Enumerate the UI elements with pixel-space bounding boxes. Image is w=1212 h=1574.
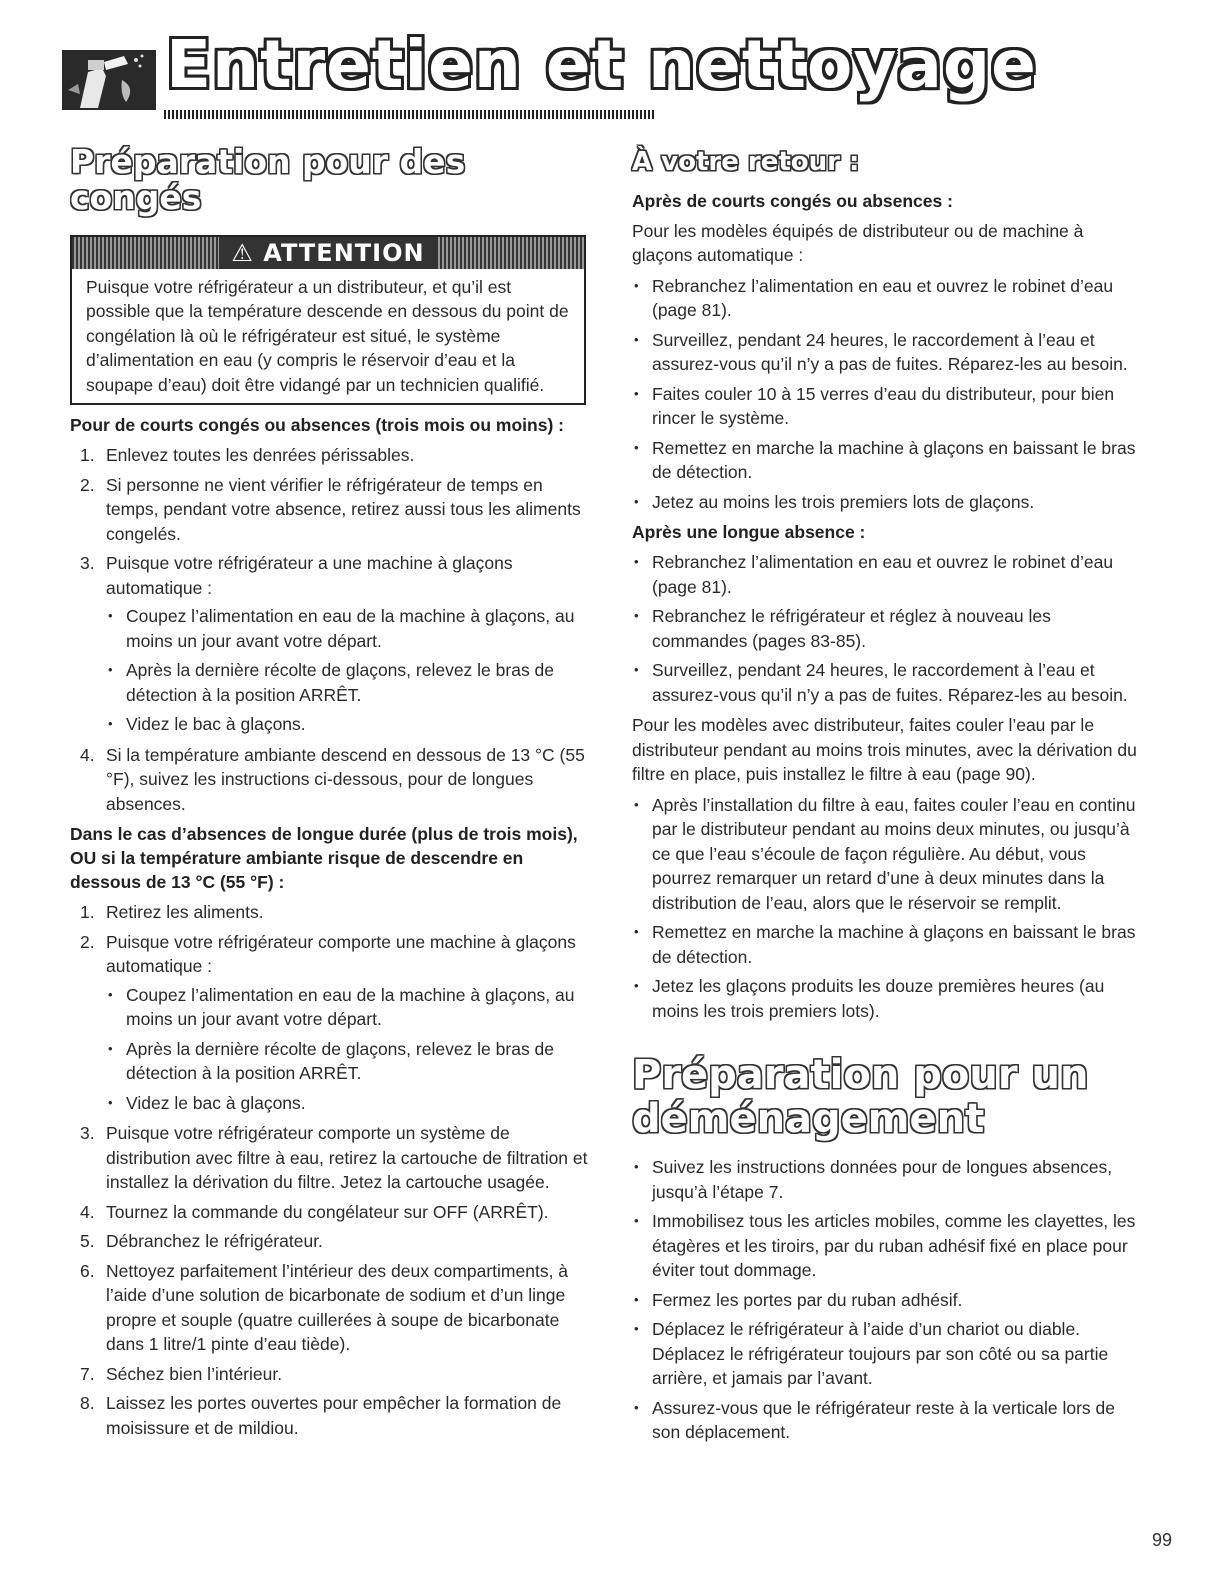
- bullet-item: • Remettez en marche la machine à glaçons en baissant le bras de détection.: [632, 436, 1142, 485]
- cleaning-spray-icon: [62, 50, 156, 110]
- list-item: [70, 473, 588, 547]
- step-number: 5.: [80, 1231, 95, 1252]
- step-number: 1.: [80, 445, 95, 466]
- attention-box: [70, 235, 586, 406]
- sub-bullets: [106, 983, 588, 1116]
- step-number: 2.: [80, 931, 95, 952]
- bullet-item: • Jetez au moins les trois premiers lots de glaçons.: [632, 490, 1142, 515]
- attention-label-text: ATTENTION: [263, 238, 425, 267]
- bullet-item: • Videz le bac à glaçons.: [106, 1091, 588, 1116]
- page-number: 99: [1152, 1530, 1173, 1550]
- header-rule: [164, 110, 654, 119]
- bullet-item: • Coupez l’alimentation en eau de la machine à glaçons, au moins un jour avant votre départ.: [106, 983, 588, 1032]
- step-number: 6.: [80, 1260, 95, 1281]
- long-absence-steps: [70, 900, 588, 1440]
- step-text: Débranchez le réfrigérateur.: [106, 1231, 323, 1252]
- list-item: [70, 1200, 588, 1225]
- filter-bullets: [632, 793, 1142, 1024]
- bullet-item: • Jetez les glaçons produits les douze premières heures (au moins les trois premiers lots).: [632, 974, 1142, 1023]
- filter-paragraph: Pour les modèles avec distributeur, faites couler l’eau par le distributeur pendant au moins trois minutes, avec la dérivation du filtre en place, puis installez le filtre à eau (page 90).: [632, 715, 1137, 785]
- short-absence-steps: [70, 443, 588, 816]
- step-text: Enlevez toutes les denrées périssables.: [106, 445, 415, 466]
- after-long-absence-heading: Après une longue absence :: [632, 522, 866, 543]
- bullet-item: • Après la dernière récolte de glaçons, relevez le bras de détection à la position ARRÊT.: [106, 658, 588, 707]
- bullet-item: • Après l’installation du filtre à eau, faites couler l’eau en continu par le distributeur pendant au moins deux minutes, ou jusqu’à ce que l’eau s’écoule de façon régulière. Au début, vous pourrez remarquer un retard d’une à deux minutes dans la distribution de l’eau, alors que le réservoir se remplit.: [632, 793, 1142, 916]
- list-item: [70, 1259, 588, 1357]
- page-header-title: Entretien et nettoyage: [166, 26, 1037, 103]
- list-item: [70, 930, 588, 1116]
- bullet-item: • Remettez en marche la machine à glaçons en baissant le bras de détection.: [632, 920, 1142, 969]
- list-item: [70, 900, 588, 925]
- step-text: Nettoyez parfaitement l’intérieur des deux compartiments, à l’aide d’une solution de bicarbonate de sodium et d’un linge propre et souple (quatre cuillerées à soupe de bicarbonate dans 1 litre/1 pinte d’eau tiède).: [106, 1260, 569, 1355]
- moving-section-title: Préparation pour un déménagement: [632, 1052, 1089, 1143]
- step-number: 3.: [80, 1123, 95, 1144]
- left-column: [70, 138, 588, 1446]
- list-item: [70, 1121, 588, 1195]
- step-number: 8.: [80, 1393, 95, 1414]
- bullet-item: • Faites couler 10 à 15 verres d’eau du distributeur, pour bien rincer le système.: [632, 382, 1142, 431]
- step-text: Tournez la commande du congélateur sur OFF (ARRÊT).: [106, 1201, 549, 1222]
- step-number: 2.: [80, 474, 95, 495]
- moving-bullets: [632, 1155, 1142, 1445]
- bullet-item: • Videz le bac à glaçons.: [106, 712, 588, 737]
- attention-label: ⚠ ATTENTION: [219, 237, 436, 269]
- step-number: 4.: [80, 1201, 95, 1222]
- step-text: Si la température ambiante descend en dessous de 13 °C (55 °F), suivez les instructions ci-dessous, pour de longues absences.: [106, 744, 585, 814]
- step-text: Puisque votre réfrigérateur comporte un système de distribution avec filtre à eau, retirez la cartouche de filtration et installez la dérivation du filtre. Jetez la cartouche usagée.: [106, 1123, 588, 1193]
- after-short-intro: Pour les modèles équipés de distributeur ou de machine à glaçons automatique :: [632, 220, 1084, 266]
- list-item: [70, 1362, 588, 1387]
- bullet-item: • Après la dernière récolte de glaçons, relevez le bras de détection à la position ARRÊT.: [106, 1037, 588, 1086]
- list-item: [70, 443, 588, 468]
- after-short-bullets: [632, 274, 1142, 515]
- bullet-item: • Rebranchez l’alimentation en eau et ouvrez le robinet d’eau (page 81).: [632, 274, 1142, 323]
- list-item: [70, 1391, 588, 1440]
- bullet-item: • Surveillez, pendant 24 heures, le raccordement à l’eau et assurez-vous qu’il n’y a pas de fuites. Réparez-les au besoin.: [632, 328, 1142, 377]
- step-text: Séchez bien l’intérieur.: [106, 1363, 283, 1384]
- bullet-item: • Immobilisez tous les articles mobiles, comme les clayettes, les étagères et les tiroirs, par du ruban adhésif fixé en place pour éviter tout dommage.: [632, 1209, 1142, 1283]
- vacation-section-title: Préparation pour des congés: [70, 142, 466, 218]
- bullet-item: • Rebranchez le réfrigérateur et réglez à nouveau les commandes (pages 83-85).: [632, 604, 1142, 653]
- bullet-item: • Rebranchez l’alimentation en eau et ouvrez le robinet d’eau (page 81).: [632, 550, 1142, 599]
- list-item: [70, 1229, 588, 1254]
- step-number: 3.: [80, 553, 95, 574]
- bullet-item: • Coupez l’alimentation en eau de la machine à glaçons, au moins un jour avant votre départ.: [106, 604, 588, 653]
- list-item: [70, 551, 588, 737]
- after-short-absence-heading: Après de courts congés ou absences :: [632, 190, 953, 211]
- bullet-item: • Suivez les instructions données pour de longues absences, jusqu’à l’étape 7.: [632, 1155, 1142, 1204]
- after-long-bullets: [632, 550, 1142, 707]
- bullet-item: • Surveillez, pendant 24 heures, le raccordement à l’eau et assurez-vous qu’il n’y a pas de fuites. Réparez-les au besoin.: [632, 658, 1142, 707]
- bullet-item: • Déplacez le réfrigérateur à l’aide d’un chariot ou diable. Déplacez le réfrigérateur toujours par son côté ou sa partie arrière, et jamais par l’avant.: [632, 1317, 1142, 1391]
- return-section-title: À votre retour :: [632, 147, 860, 177]
- step-number: 4.: [80, 744, 95, 765]
- step-text: Puisque votre réfrigérateur a une machine à glaçons automatique :: [106, 553, 513, 598]
- step-text: Si personne ne vient vérifier le réfrigérateur de temps en temps, pendant votre absence, retirez aussi tous les aliments congelés.: [106, 474, 581, 544]
- long-absence-heading: Dans le cas d’absences de longue durée (plus de trois mois), OU si la température ambiante risque de descendre en dessous de 13 °C (55 °F) :: [70, 824, 578, 893]
- attention-text: Puisque votre réfrigérateur a un distributeur, et qu’il est possible que la température descende en dessous du point de congélation là où le réfrigérateur est situé, le système d’alimentation en eau (y compris le réservoir d’eau et la soupape d’eau) doit être vidangé par un technicien qualifié.: [86, 276, 569, 395]
- short-absence-heading: Pour de courts congés ou absences (trois mois ou moins) :: [70, 415, 564, 436]
- sub-bullets: [106, 604, 588, 737]
- step-text: Puisque votre réfrigérateur comporte une machine à glaçons automatique :: [106, 931, 576, 977]
- right-column: [632, 138, 1142, 1451]
- step-number: 7.: [80, 1363, 95, 1384]
- bullet-item: • Assurez-vous que le réfrigérateur reste à la verticale lors de son déplacement.: [632, 1396, 1142, 1445]
- step-text: Laissez les portes ouvertes pour empêcher la formation de moisissure et de mildiou.: [106, 1393, 562, 1438]
- step-number: 1.: [80, 902, 95, 923]
- list-item: [70, 743, 588, 817]
- bullet-item: • Fermez les portes par du ruban adhésif.: [632, 1288, 1142, 1313]
- attention-header: [72, 237, 584, 269]
- step-text: Retirez les aliments.: [106, 902, 264, 923]
